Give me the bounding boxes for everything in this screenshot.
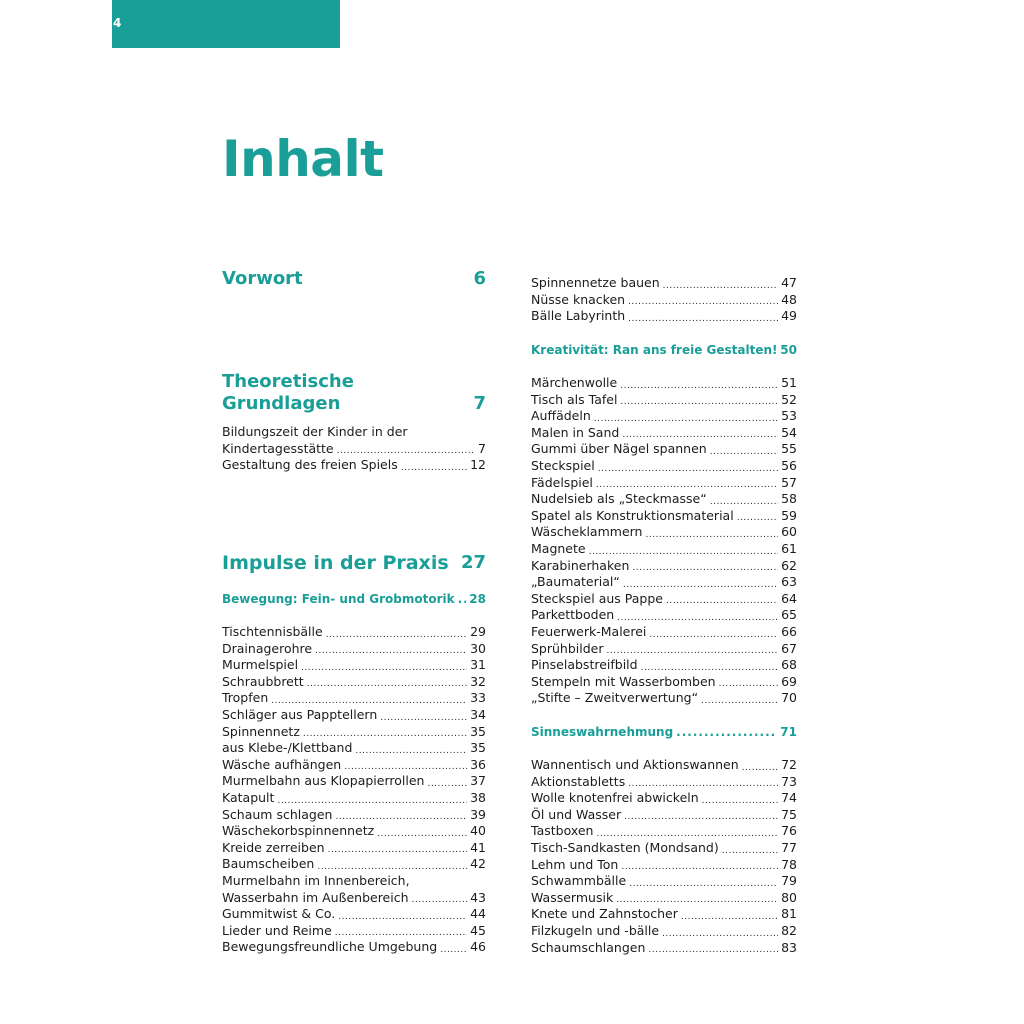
leader-dots <box>596 479 778 491</box>
toc-entry-page: 72 <box>781 757 797 772</box>
toc-entry-label: Schläger aus Papptellern <box>222 706 378 722</box>
toc-entry[interactable] <box>531 524 797 541</box>
leader-dots <box>594 413 778 425</box>
toc-entry[interactable] <box>531 774 797 791</box>
toc-entry-page: 41 <box>470 839 486 855</box>
leader-dots <box>335 811 467 823</box>
leader-dots <box>271 695 467 707</box>
leader-dots <box>663 280 778 292</box>
toc-entry-label: Stempeln mit Wasserbomben <box>531 673 716 689</box>
toc-list-continued <box>531 275 797 325</box>
toc-entry[interactable] <box>531 940 797 957</box>
toc-entry[interactable] <box>222 790 486 807</box>
section-label-line1: Theoretische <box>222 371 354 392</box>
leader-dots <box>722 845 778 857</box>
leader-dots <box>440 944 467 956</box>
toc-entry-page: 38 <box>470 789 486 805</box>
toc-entry-page: 76 <box>781 823 797 839</box>
toc-entry[interactable] <box>531 674 797 691</box>
toc-entry-label: Tisch als Tafel <box>531 391 618 407</box>
toc-entry-page: 7 <box>478 440 486 456</box>
toc-entry-page: 65 <box>781 607 797 623</box>
toc-entry[interactable] <box>531 375 797 392</box>
toc-list-kreativitaet <box>531 375 797 707</box>
section-label: Impulse in der Praxis <box>222 552 449 574</box>
leader-dots <box>458 591 467 607</box>
section-label-line2: Grundlagen <box>222 393 341 414</box>
leader-dots <box>589 546 779 558</box>
leader-dots <box>623 579 778 591</box>
leader-dots <box>648 944 778 956</box>
toc-entry-label: Kreide zerreiben <box>222 839 325 855</box>
toc-entry-page: 36 <box>470 756 486 772</box>
leader-dots <box>607 645 779 657</box>
toc-entry-page: 34 <box>470 706 486 722</box>
toc-entry-page: 59 <box>781 507 797 523</box>
toc-entry[interactable] <box>531 491 797 508</box>
toc-entry-page: 37 <box>470 773 486 789</box>
leader-dots <box>337 445 475 457</box>
leader-dots <box>427 778 467 790</box>
leader-dots <box>344 761 467 773</box>
toc-entry-label: Wäschekorbspinnennetz <box>222 823 375 839</box>
toc-entry-label: Lehm und Ton <box>531 856 619 872</box>
toc-entry-page: 44 <box>470 906 486 922</box>
section-label: Vorwort <box>222 268 303 289</box>
leader-dots <box>681 911 778 923</box>
toc-entry-label: Filzkugeln und -bälle <box>531 922 660 938</box>
section-page: 6 <box>473 268 486 289</box>
toc-entry-label: „Stifte – Zweitverwertung“ <box>531 690 699 706</box>
toc-entry-label: Wäsche aufhängen <box>222 756 342 772</box>
toc-entry[interactable] <box>531 757 797 774</box>
toc-entry-label: Feuerwerk-Malerei <box>531 623 647 639</box>
toc-entry-label: Drainagerohre <box>222 640 313 656</box>
toc-list-sinne <box>531 757 797 956</box>
toc-entry-page: 58 <box>781 491 797 507</box>
toc-entry-page: 80 <box>781 889 797 905</box>
toc-entry[interactable] <box>222 457 486 474</box>
toc-entry-page: 55 <box>781 441 797 457</box>
toc-entry-label: aus Klebe-/Klettband <box>222 740 353 756</box>
toc-entry[interactable] <box>222 873 486 890</box>
toc-entry-label: Spatel als Konstruktionsmaterial <box>531 507 734 523</box>
toc-entry-page: 73 <box>781 773 797 789</box>
toc-section-vorwort[interactable] <box>222 268 486 290</box>
toc-entry[interactable] <box>531 425 797 442</box>
toc-entry[interactable] <box>222 823 486 840</box>
toc-entry[interactable] <box>531 275 797 292</box>
toc-entry[interactable] <box>531 840 797 857</box>
toc-entry-page: 29 <box>470 624 486 639</box>
toc-entry-label: Spinnennetze bauen <box>531 275 660 290</box>
toc-entry[interactable] <box>222 923 486 940</box>
toc-entry-label: Karabinerhaken <box>531 557 630 573</box>
toc-entry[interactable] <box>531 458 797 475</box>
leader-dots <box>710 496 778 508</box>
toc-entry[interactable] <box>531 906 797 923</box>
toc-entry[interactable] <box>222 740 486 757</box>
toc-entry-label: Wassermusik <box>531 889 614 905</box>
toc-subsection-kreativitaet[interactable] <box>531 342 797 358</box>
toc-list-bewegung <box>222 624 486 956</box>
toc-entry-label: Magnete <box>531 540 586 556</box>
leader-dots <box>628 313 778 325</box>
toc-entry-page: 51 <box>781 375 797 390</box>
toc-entry-label: „Baumaterial“ <box>531 574 620 590</box>
toc-entry-page: 74 <box>781 790 797 806</box>
page-number: 4 <box>113 16 122 30</box>
leader-dots <box>620 396 778 408</box>
toc-entry-label: Gestaltung des freien Spiels <box>222 457 398 473</box>
toc-entry[interactable] <box>222 939 486 956</box>
toc-entry-page: 52 <box>781 391 797 407</box>
leader-dots <box>628 778 778 790</box>
toc-entry-label: Pinselabstreifbild <box>531 657 638 673</box>
subsection-page: 71 <box>780 725 797 739</box>
toc-entry-page: 48 <box>781 291 797 307</box>
toc-section-theorie[interactable] <box>222 369 486 415</box>
leader-dots <box>666 595 778 607</box>
toc-entry-label: Bildungszeit der Kinder in der <box>222 424 408 439</box>
subsection-label: Sinneswahrnehmung <box>531 725 674 739</box>
toc-entry[interactable] <box>531 541 797 558</box>
toc-entry[interactable] <box>531 873 797 890</box>
leader-dots <box>649 629 778 641</box>
toc-entry-label: Schaum schlagen <box>222 806 333 822</box>
toc-entry-label: Gummi über Nägel spannen <box>531 441 707 457</box>
toc-entry-page: 82 <box>781 922 797 938</box>
subsection-label: Kreativität: Ran ans freie Gestalten! <box>531 343 778 357</box>
toc-entry-label: Auffädeln <box>531 408 591 424</box>
toc-entry-page: 53 <box>781 408 797 424</box>
toc-entry[interactable] <box>531 890 797 907</box>
toc-entry-page: 42 <box>470 856 486 872</box>
leader-dots <box>380 712 467 724</box>
toc-entry[interactable] <box>222 757 486 774</box>
leader-dots <box>617 612 778 624</box>
toc-entry[interactable] <box>531 690 797 707</box>
toc-entry-label: Murmelspiel <box>222 657 299 673</box>
toc-entry-label: Steckspiel aus Pappe <box>531 590 663 606</box>
toc-entry-label: Schwammbälle <box>531 873 627 889</box>
toc-entry[interactable] <box>531 574 797 591</box>
toc-entry[interactable] <box>222 657 486 674</box>
toc-list-theorie <box>222 424 486 474</box>
toc-entry[interactable] <box>531 508 797 525</box>
toc-entry-page: 47 <box>781 275 797 290</box>
toc-entry-label: Aktionstabletts <box>531 773 626 789</box>
leader-dots <box>355 745 467 757</box>
toc-entry-label: Nüsse knacken <box>531 291 626 307</box>
toc-entry[interactable] <box>531 657 797 674</box>
toc-entry-label: Kindertagesstätte <box>222 440 334 456</box>
toc-entry[interactable] <box>222 840 486 857</box>
toc-entry-label: Wasserbahn im Außenbereich <box>222 889 409 905</box>
toc-entry-label: Katapult <box>222 789 275 805</box>
section-label <box>222 371 354 415</box>
toc-entry-page: 40 <box>470 823 486 839</box>
toc-entry-label: Tropfen <box>222 690 269 706</box>
toc-entry-label: Schaumschlangen <box>531 939 646 955</box>
toc-entry[interactable] <box>222 890 486 907</box>
leader-dots <box>641 662 779 674</box>
toc-entry-label: Wolle knotenfrei abwickeln <box>531 790 699 806</box>
toc-entry-label: Steckspiel <box>531 457 595 473</box>
toc-entry[interactable] <box>531 857 797 874</box>
subsection-page: 50 <box>780 343 797 357</box>
page-title: Inhalt <box>222 130 384 188</box>
toc-entry-page: 39 <box>470 806 486 822</box>
toc-entry-label: Bewegungsfreundliche Umgebung <box>222 939 438 955</box>
toc-entry-label: Murmelbahn aus Klopapierrollen <box>222 773 425 789</box>
leader-dots <box>645 529 778 541</box>
toc-entry[interactable] <box>531 392 797 409</box>
toc-entry-page: 68 <box>781 657 797 673</box>
toc-entry-label: Gummitwist & Co. <box>222 906 336 922</box>
toc-entry-label: Nudelsieb als „Steckmasse“ <box>531 491 707 507</box>
toc-entry-page: 35 <box>470 740 486 756</box>
toc-entry-page: 31 <box>470 657 486 673</box>
toc-subsection-sinne[interactable] <box>531 724 797 740</box>
toc-entry-page: 56 <box>781 457 797 473</box>
toc-entry-page: 83 <box>781 939 797 955</box>
toc-entry[interactable] <box>531 558 797 575</box>
toc-entry[interactable] <box>531 923 797 940</box>
section-page: 27 <box>460 552 486 573</box>
leader-dots <box>317 861 467 873</box>
toc-entry[interactable] <box>531 807 797 824</box>
toc-entry-label: Wannentisch und Aktionswannen <box>531 757 739 772</box>
toc-entry[interactable] <box>531 624 797 641</box>
leader-dots <box>737 512 778 524</box>
toc-entry-page: 61 <box>781 540 797 556</box>
toc-entry[interactable] <box>222 856 486 873</box>
toc-entry-label: Märchenwolle <box>531 375 618 390</box>
toc-entry[interactable] <box>531 790 797 807</box>
toc-entry-page: 77 <box>781 839 797 855</box>
toc-entry-label: Bälle Labyrinth <box>531 308 626 324</box>
toc-entry-page: 63 <box>781 574 797 590</box>
leader-dots <box>315 645 467 657</box>
toc-entry-page: 67 <box>781 640 797 656</box>
leader-dots <box>616 894 778 906</box>
toc-left-column <box>222 0 486 1024</box>
leader-dots <box>412 894 468 906</box>
toc-entry[interactable] <box>222 641 486 658</box>
leader-dots <box>710 446 778 458</box>
toc-entry[interactable] <box>531 441 797 458</box>
toc-subsection-bewegung[interactable] <box>222 591 486 607</box>
toc-entry[interactable] <box>222 624 486 641</box>
toc-entry-label: Tastboxen <box>531 823 594 839</box>
leader-dots <box>401 462 467 474</box>
toc-entry-label: Schraubbrett <box>222 673 304 689</box>
leader-dots <box>335 927 467 939</box>
toc-entry[interactable] <box>531 292 797 309</box>
leader-dots <box>303 728 467 740</box>
toc-entry-label: Fädelspiel <box>531 474 593 490</box>
toc-entry[interactable] <box>531 823 797 840</box>
toc-entry-page: 46 <box>470 939 486 955</box>
leader-dots <box>277 795 467 807</box>
toc-entry-page: 57 <box>781 474 797 490</box>
toc-entry-label: Tischtennisbälle <box>222 624 323 639</box>
toc-entry-label: Tisch-Sandkasten (Mondsand) <box>531 839 719 855</box>
toc-entry-label: Lieder und Reime <box>222 922 332 938</box>
leader-dots <box>596 828 778 840</box>
toc-entry[interactable] <box>222 906 486 923</box>
toc-entry-page: 70 <box>781 690 797 706</box>
leader-dots <box>624 811 778 823</box>
toc-entry[interactable] <box>531 475 797 492</box>
subsection-page: 28 <box>469 592 486 606</box>
toc-entry-label: Knete und Zahnstocher <box>531 906 678 922</box>
toc-entry-label: Malen in Sand <box>531 424 620 440</box>
leader-dots <box>632 562 778 574</box>
toc-entry[interactable] <box>222 807 486 824</box>
toc-entry[interactable] <box>222 707 486 724</box>
leader-dots <box>742 762 778 774</box>
leader-dots <box>629 878 778 890</box>
toc-entry[interactable] <box>222 773 486 790</box>
subsection-label: Bewegung: Fein- und Grobmotorik <box>222 592 455 606</box>
toc-entry-page: 33 <box>470 690 486 706</box>
toc-entry-page: 62 <box>781 557 797 573</box>
toc-entry-label: Sprühbilder <box>531 640 604 656</box>
toc-entry-page: 60 <box>781 524 797 540</box>
toc-entry[interactable] <box>222 674 486 691</box>
toc-section-impulse[interactable] <box>222 552 486 574</box>
toc-entry-page: 54 <box>781 424 797 440</box>
leader-dots <box>676 724 777 740</box>
toc-entry-page: 35 <box>470 723 486 739</box>
leader-dots <box>701 695 778 707</box>
leader-dots <box>328 844 468 856</box>
leader-dots <box>326 629 467 641</box>
toc-entry-page: 78 <box>781 856 797 872</box>
toc-entry-label: Parkettboden <box>531 607 615 623</box>
leader-dots <box>338 911 467 923</box>
leader-dots <box>702 795 778 807</box>
toc-entry-page: 81 <box>781 906 797 922</box>
toc-entry[interactable] <box>531 308 797 325</box>
toc-entry-page: 32 <box>470 673 486 689</box>
toc-entry-page: 30 <box>470 640 486 656</box>
toc-entry-page: 45 <box>470 922 486 938</box>
toc-entry-label: Öl und Wasser <box>531 806 622 822</box>
toc-entry-label: Wäscheklammern <box>531 524 643 540</box>
toc-entry-page: 43 <box>470 889 486 905</box>
toc-entry[interactable] <box>222 441 486 458</box>
toc-entry-page: 79 <box>781 873 797 889</box>
toc-entry-page: 49 <box>781 308 797 324</box>
toc-right-column <box>531 0 797 1024</box>
leader-dots <box>628 296 778 308</box>
leader-dots <box>620 380 778 392</box>
leader-dots <box>377 828 467 840</box>
leader-dots <box>621 861 778 873</box>
leader-dots <box>301 662 467 674</box>
toc-entry-page: 69 <box>781 673 797 689</box>
toc-entry[interactable] <box>531 408 797 425</box>
leader-dots <box>598 463 778 475</box>
toc-entry[interactable] <box>531 591 797 608</box>
toc-entry[interactable] <box>222 690 486 707</box>
toc-entry-page: 12 <box>470 457 486 473</box>
toc-entry-page: 66 <box>781 623 797 639</box>
toc-entry-page: 75 <box>781 806 797 822</box>
toc-entry[interactable] <box>531 607 797 624</box>
leader-dots <box>307 678 467 690</box>
toc-entry-page: 64 <box>781 590 797 606</box>
leader-dots <box>662 928 778 940</box>
toc-entry-label: Baumscheiben <box>222 856 315 872</box>
toc-entry[interactable] <box>222 724 486 741</box>
leader-dots <box>622 429 778 441</box>
toc-entry-label: Spinnennetz <box>222 723 300 739</box>
toc-entry[interactable] <box>531 641 797 658</box>
toc-entry[interactable] <box>222 424 486 441</box>
section-page: 7 <box>473 393 486 414</box>
leader-dots <box>719 678 778 690</box>
toc-entry-label: Murmelbahn im Innenbereich, <box>222 872 410 888</box>
